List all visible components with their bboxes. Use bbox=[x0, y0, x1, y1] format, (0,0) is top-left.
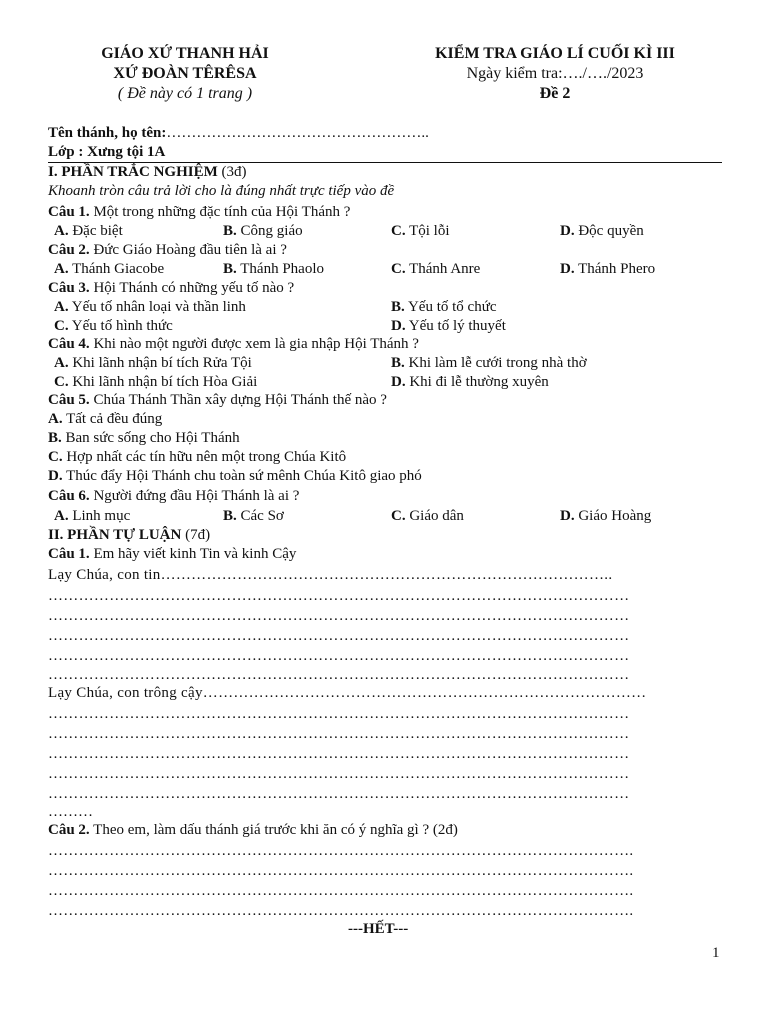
q3-option-d[interactable]: D. Yếu tố lý thuyết bbox=[391, 318, 506, 334]
q1-option-a[interactable]: A. Đặc biệt bbox=[54, 223, 123, 239]
q2-option-d[interactable]: D. Thánh Phero bbox=[560, 261, 656, 277]
parish-name: GIÁO XỨ THANH HẢI bbox=[101, 45, 269, 62]
question-3: Câu 3. Hội Thánh có những yếu tố nào ? bbox=[48, 280, 295, 296]
q6-option-d[interactable]: D. Giáo Hoàng bbox=[560, 508, 652, 524]
q2-option-c[interactable]: C. Thánh Anre bbox=[391, 261, 481, 277]
answer-line[interactable]: …………………………………………………………………………………………………… bbox=[48, 667, 630, 683]
part1-points: (3đ) bbox=[221, 164, 247, 180]
exam-version: Đề 2 bbox=[539, 85, 571, 102]
pages-note: ( Đề này có 1 trang ) bbox=[117, 85, 253, 102]
answer-line[interactable]: ……………………………………………………………………………………………………. bbox=[48, 843, 634, 859]
q5-option-d[interactable]: D. Thúc đẩy Hội Thánh chu toàn sứ mênh Chúa Kitô giao phó bbox=[48, 468, 422, 484]
q6-option-c[interactable]: C. Giáo dân bbox=[391, 508, 464, 524]
question-1: Câu 1. Một trong những đặc tính của Hội Thánh ? bbox=[48, 204, 351, 220]
essay-question-2: Câu 2. Theo em, làm dấu thánh giá trước khi ăn có ý nghĩa gì ? (2đ) bbox=[48, 822, 458, 838]
q6-option-b[interactable]: B. Các Sơ bbox=[223, 508, 284, 524]
answer-line[interactable]: …………………………………………………………………………………………………… bbox=[48, 648, 630, 664]
part2-title: II. PHẦN TỰ LUẬN bbox=[48, 527, 182, 543]
q3-option-b[interactable]: B. Yếu tố tổ chức bbox=[391, 299, 497, 315]
header-left bbox=[40, 44, 330, 104]
student-name-field[interactable]: …………………………………………….. bbox=[166, 125, 429, 141]
part2-heading bbox=[48, 526, 210, 545]
answer-line[interactable]: …………………………………………………………………………………………………… bbox=[48, 766, 630, 782]
q1-option-c[interactable]: C. Tội lỗi bbox=[391, 223, 450, 239]
essay-question-1: Câu 1. Em hãy viết kinh Tin và kinh Cậy bbox=[48, 546, 297, 562]
exam-date: Ngày kiểm tra:…./…./2023 bbox=[466, 65, 644, 82]
page-number: 1 bbox=[712, 945, 720, 961]
header-right bbox=[405, 44, 705, 104]
prayer2-line[interactable]: Lạy Chúa, con trông cậy…………………………………………………………………………… bbox=[48, 685, 647, 701]
answer-line[interactable]: …………………………………………………………………………………………………… bbox=[48, 746, 630, 762]
part1-instruction: Khoanh tròn câu trả lời cho là đúng nhất trực tiếp vào đề bbox=[48, 183, 395, 199]
answer-line[interactable]: …………………………………………………………………………………………………… bbox=[48, 726, 630, 742]
question-2: Câu 2. Đức Giáo Hoàng đầu tiên là ai ? bbox=[48, 242, 287, 258]
part1-heading bbox=[48, 163, 246, 182]
q2-option-a[interactable]: A. Thánh Giacobe bbox=[54, 261, 165, 277]
answer-line[interactable]: …………………………………………………………………………………………………… bbox=[48, 706, 630, 722]
q3-option-a[interactable]: A. Yếu tố nhân loại và thần linh bbox=[54, 299, 246, 315]
q5-option-c[interactable]: C. Hợp nhất các tín hữu nên một trong Chúa Kitô bbox=[48, 449, 347, 465]
question-5: Câu 5. Chúa Thánh Thần xây dựng Hội Thánh thế nào ? bbox=[48, 392, 387, 408]
question-6: Câu 6. Người đứng đầu Hội Thánh là ai ? bbox=[48, 488, 300, 504]
part1-title: I. PHẦN TRẮC NGHIỆM bbox=[48, 164, 218, 180]
student-name-label: Tên thánh, họ tên: bbox=[48, 125, 167, 141]
q5-option-a[interactable]: A. Tất cả đều đúng bbox=[48, 411, 163, 427]
group-name: XỨ ĐOÀN TÊRÊSA bbox=[113, 65, 257, 82]
answer-line[interactable]: …………………………………………………………………………………………………… bbox=[48, 608, 630, 624]
part2-points: (7đ) bbox=[185, 527, 211, 543]
q2-option-b[interactable]: B. Thánh Phaolo bbox=[223, 261, 324, 277]
answer-line[interactable]: …………………………………………………………………………………………………… bbox=[48, 786, 630, 802]
question-4: Câu 4. Khi nào một người được xem là gia nhập Hội Thánh ? bbox=[48, 336, 419, 352]
q4-option-b[interactable]: B. Khi làm lễ cưới trong nhà thờ bbox=[391, 355, 587, 371]
q4-option-a[interactable]: A. Khi lãnh nhận bí tích Rửa Tội bbox=[54, 355, 252, 371]
q1-option-b[interactable]: B. Công giáo bbox=[223, 223, 303, 239]
answer-line[interactable]: …………………………………………………………………………………………………… bbox=[48, 588, 630, 604]
q4-option-d[interactable]: D. Khi đi lễ thường xuyên bbox=[391, 374, 549, 390]
q6-option-a[interactable]: A. Linh mục bbox=[54, 508, 131, 524]
prayer1-line[interactable]: Lạy Chúa, con tin…………………………………………………………………………….. bbox=[48, 567, 613, 583]
q1-option-d[interactable]: D. Độc quyền bbox=[560, 223, 644, 239]
q3-option-c[interactable]: C. Yếu tố hình thức bbox=[54, 318, 173, 334]
end-mark: ---HẾT--- bbox=[348, 921, 409, 937]
answer-line[interactable]: ……………………………………………………………………………………………………. bbox=[48, 903, 634, 919]
class-label: Lớp : Xưng tội 1A bbox=[48, 144, 166, 160]
answer-line-short[interactable]: ……… bbox=[48, 804, 93, 820]
answer-line[interactable]: …………………………………………………………………………………………………… bbox=[48, 628, 630, 644]
exam-title: KIỂM TRA GIÁO LÍ CUỐI KÌ III bbox=[435, 45, 675, 62]
student-name-line bbox=[48, 124, 429, 143]
q4-option-c[interactable]: C. Khi lãnh nhận bí tích Hòa Giải bbox=[54, 374, 258, 390]
answer-line[interactable]: ……………………………………………………………………………………………………. bbox=[48, 883, 634, 899]
answer-line[interactable]: ……………………………………………………………………………………………………. bbox=[48, 863, 634, 879]
q5-option-b[interactable]: B. Ban sức sống cho Hội Thánh bbox=[48, 430, 240, 446]
